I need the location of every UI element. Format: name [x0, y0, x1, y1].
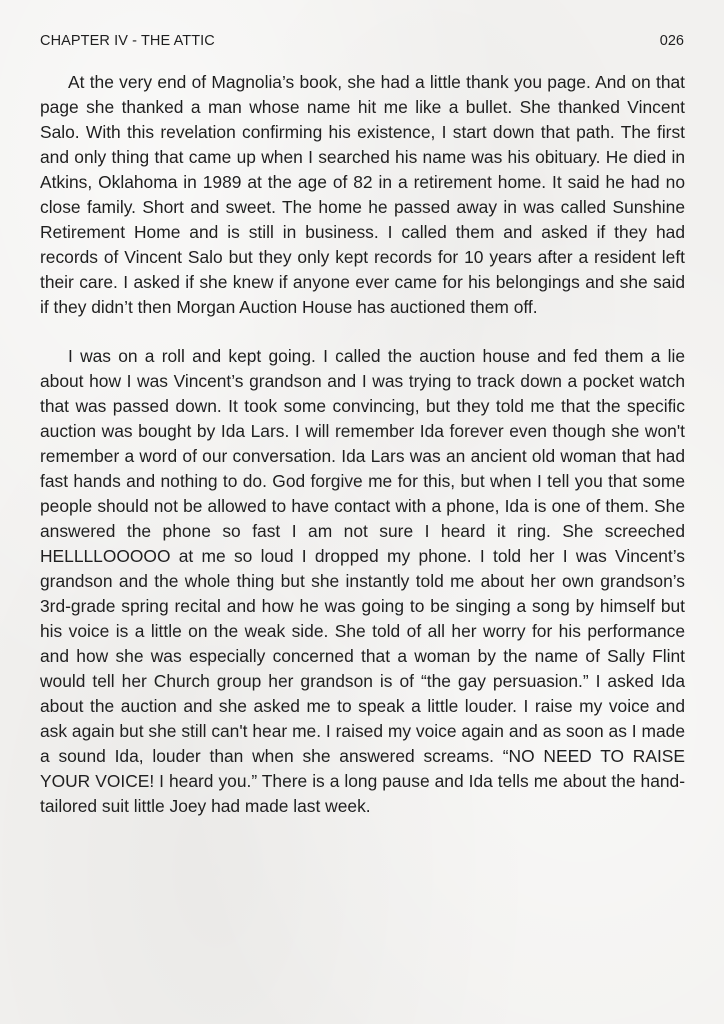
body-text [40, 70, 685, 843]
page-number: 026 [659, 33, 684, 49]
paragraph-2: I was on a roll and kept going. I called the auction house and fed them a lie about how I was Vincent’s grandson and I was trying to track down a pocket watch that was passed down. It took some convincing, but they told me that the specific auction was bought by Ida Lars. I will remember Ida forever even though she won't remember a word of our conversation. Ida Lars was an ancient old woman that had fast hands and nothing to do. God forgive me for this, but when I tell you that some people should not be allowed to have contact with a phone, Ida is one of them. She answered the phone so fast I am not sure I heard it ring. She screeched HELLLLOOOOO at me so loud I dropped my phone. I told her I was Vincent’s grandson and the whole thing but she instantly told me about her own grandson’s 3rd-grade spring recital and how he was going to be singing a song by himself but his voice is a little on the weak side. She told of all her worry for his performance and how she was especially concerned that a woman by the name of Sally Flint would tell her Church group her grandson is of “the gay persuasion.” I asked Ida about the auction and she asked me to speak a little louder. I raise my voice and ask again but she still can't hear me. I raised my voice again and as soon as I made a sound Ida, louder than when she answered screams. “NO NEED TO RAISE YOUR VOICE! I heard you.” There is a long pause and Ida tells me about the hand-tailored suit little Joey had made last week. [40, 346, 685, 816]
chapter-title: CHAPTER IV - THE ATTIC [40, 33, 215, 49]
paragraph-1: At the very end of Magnolia’s book, she had a little thank you page. And on that page she thanked a man whose name hit me like a bullet. She thanked Vincent Salo. With this revelation confirming his existence, I start down that path. The first and only thing that came up when I searched his name was his obituary. He died in Atkins, Oklahoma in 1989 at the age of 82 in a retirement home. It said he had no close family. Short and sweet. The home he passed away in was called Sunshine Retirement Home and is still in business. I called them and asked if they had records of Vincent Salo but they only kept records for 10 years after a resident left their care. I asked if she knew if anyone ever came for his belongings and she said if they didn’t then Morgan Auction House has auctioned them off. [40, 72, 685, 317]
